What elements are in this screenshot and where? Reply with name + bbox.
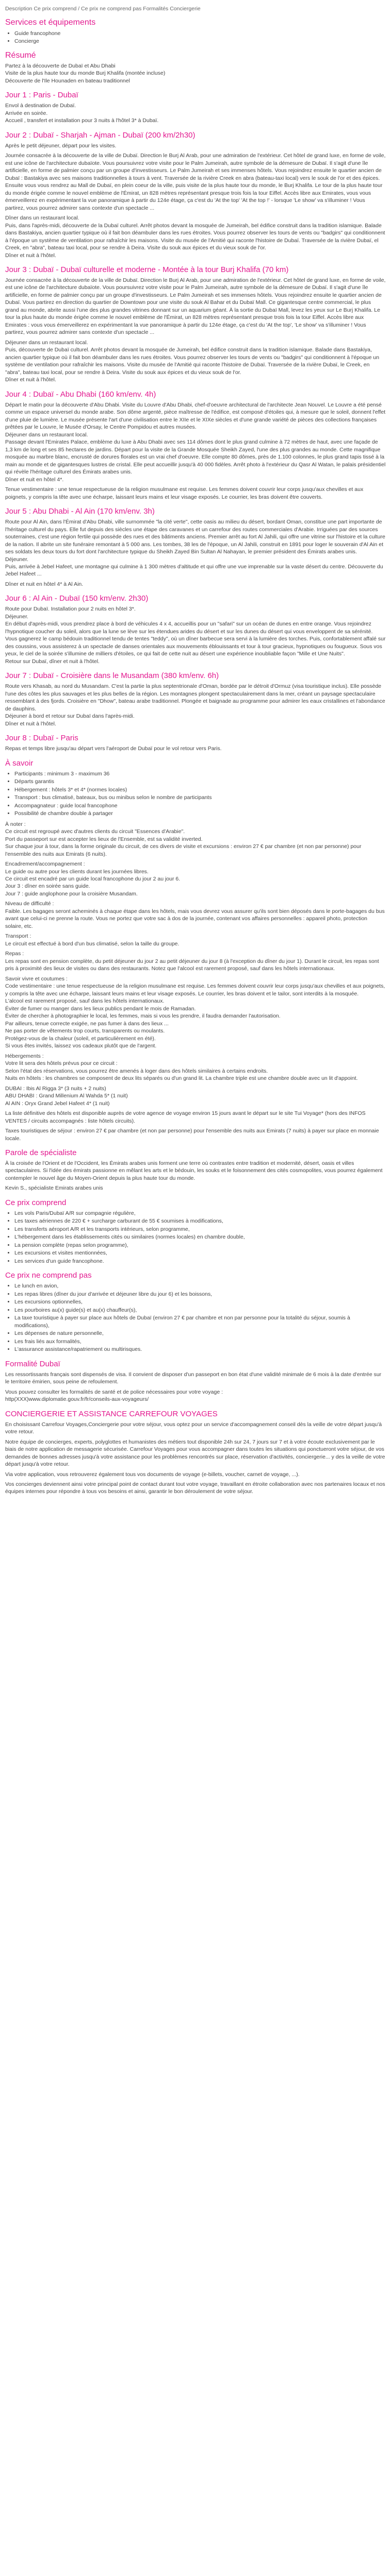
- avoir-paragraph: À noter : Ce circuit est regroupé avec d'autres clients du circuit "Essences d'Arabie". Port du passeport sur est accepter les lieux de l'Ensemble, est sa validité inverted. Sur chaque jour à tour, dans la forme originale du circuit, de ces divers de visite et excursions : environ 27 € par chambre (et non par personne) pour l'ensemble des nuits aux Emirats (6 nuits).: [5, 821, 362, 857]
- resume-line: Partez à la découverte de Dubaï et Abu Dhabi: [5, 62, 116, 69]
- ne-comprend-item: • Les pourboires au(x) guide(s) et au(x) chauffeur(s),: [14, 1307, 386, 1314]
- ne-comprend-item: • La taxe touristique à payer sur place aux hôtels de Dubaï (environ 27 € par chambre et non par personne pour la totalité du séjour, soumis à modifications),: [14, 1314, 386, 1329]
- parole-paragraph: À la croisée de l'Orient et de l'Occident, les Émirats arabes unis forment une terre où contrastes entre tradition et modernité, désert, oasis et villes spectaculaires. Si l'idée des émirats passionne en mêlant les arts et le bédouin, les souks et le foisonnement des cités cosmopolites, vous pourrez également contempler le nouvel âge du Moyen-Orient depuis la plus haute tour du monde.: [5, 1160, 383, 1181]
- avoir-item: • Transport : bus climatisé, bateaux, bus ou minibus selon le nombre de participants: [14, 794, 386, 801]
- day-title: Jour 6 : Al Ain - Dubaï (150 km/env. 2h30): [5, 594, 149, 603]
- comprend-item: • Les excursions et visites mentionnées,: [14, 1249, 386, 1257]
- ne-comprend-item: • Le lunch en avion,: [14, 1282, 386, 1290]
- resume-title: Résumé: [5, 50, 36, 60]
- tabs-description: Description Ce prix comprend / Ce prix ne comprend pas Formalités Conciergerie: [5, 6, 201, 12]
- ne-comprend-item: • Les frais liés aux formalités,: [14, 1338, 386, 1345]
- day-title: Jour 8 : Dubaï - Paris: [5, 734, 78, 743]
- day-title: Jour 1 : Paris - Dubaï: [5, 91, 78, 100]
- formalite-paragraph: Vous pouvez consulter les formalités de santé et de police nécessaires pour votre voyage : http(XXX)www.diplomatie.gouv.fr/fr/conseils-aux-voyageurs/: [5, 1388, 223, 1403]
- ne-comprend-title: Ce prix ne comprend pas: [5, 1271, 92, 1280]
- day-paragraph: Dîner dans un restaurant local. Puis, dans l'après-midi, découverte de la Dubaï culturel. Arrêt photos devant la mosquée de Jumeirah, bel édifice construit dans la tradition islamique. Balade dans Bastakiya, ancien quartier typique où il fait bon déambuler dans les rues étroites. Vous pourrez observer les tours de vents ou "badgirs" qui conditionnent à l'époque un système de ventilation pour rafraîchir les maisons. Visite du musée de l'Amitié qui raconte l'histoire de Dubaï. Traversée de la rivière Dubaï, el Creek, en "abra", bateau taxi local, pour se rendre à Deira. Visite du souk aux épices et du vieux souk de l'or. Dîner et nuit à l'hôtel.: [5, 215, 385, 259]
- conciergerie-title: CONCIERGERIE ET ASSISTANCE CARREFOUR VOYAGES: [5, 1409, 218, 1418]
- day-title: Jour 4 : Dubaï - Abu Dhabi (160 km/env. 4h): [5, 389, 156, 399]
- avoir-list: [14, 770, 386, 818]
- comprend-item: • Les transferts aéroport A/R et les transports intérieurs, selon programme,: [14, 1226, 386, 1233]
- ne-comprend-list: [14, 1282, 386, 1353]
- day-title: Jour 5 : Abu Dhabi - Al Ain (170 km/env. 3h): [5, 507, 155, 516]
- avoir-paragraph: DUBAI : Ibis Al Rigga 3* (3 nuits + 2 nuits) ABU DHABI : Grand Millenium Al Wahda 5* (1 nuit) Al AIN : Oryx Grand Jebel Hafeet 4* (1 nuit): [5, 1085, 128, 1107]
- avoir-item: • Hébergement : hôtels 3* et 4* (normes locales): [14, 786, 386, 793]
- resume-line: Découverte de l'Ile Hounaden en bateau traditionnel: [5, 77, 130, 84]
- service-item: • Concierge: [14, 38, 386, 45]
- avoir-paragraph: Transport : Le circuit est effectué à bord d'un bus climatisé, selon la taille du groupe.: [5, 933, 180, 947]
- avoir-paragraph: Repas : Les repas sont en pension complète, du petit déjeuner du jour 2 au petit déjeuner du jour 8 (à l'exception du dîner du jour 1). Durant le circuit, les repas sont pris à proximité des lieux de visites ou dans des restaurants. Notez que l'alcool est rarement proposé, sauf dans les hôtels internationaux.: [5, 951, 379, 972]
- day-paragraph: Tenue vestimentaire : une tenue respectueuse de la religion musulmane est requise. Les femmes doivent couvrir leur corps jusqu'aux chevilles et aux poignets, y compris la tête avec une écharpe, laissant leurs mains et leur visage exposés. Le courrier, les bras doivent être couverts.: [5, 486, 364, 500]
- ne-comprend-item: • Les repas libres (dîner du jour d'arrivée et déjeuner libre du jour 6) et les boissons,: [14, 1291, 386, 1298]
- avoir-paragraph: Hébergements : Votre lit sera des hôtels prévus pour ce circuit : Selon l'état des réservations, vous pourrez être amenés à loger dans des hôtels similaires à certains endroits. Nuits en hôtels : les chambres se composent de deux lits séparés ou d'un grand lit. La chambre triple est une chambre double avec un lit d'appoint.: [5, 1053, 358, 1082]
- comprend-item: • La pension complète (repas selon programme),: [14, 1242, 386, 1249]
- day-paragraph: Repas et temps libre jusqu'au départ vers l'aéroport de Dubaï pour le vol retour vers Paris.: [5, 745, 222, 752]
- day-paragraph: Envol à destination de Dubaï. Arrivée en soirée. Accueil , transfert et installation pour 3 nuits à l'hôtel 3* à Dubaï.: [5, 103, 159, 124]
- formalite-title: Formalité Dubaï: [5, 1359, 60, 1368]
- parole-paragraph: Kevin S., spécialiste Emirats arabes unis: [5, 1185, 103, 1192]
- comprend-item: • Les vols Paris/Dubaï A/R sur compagnie régulière,: [14, 1210, 386, 1217]
- comprend-item: • L'hébergement dans les établissements cités ou similaires (normes locales) en chambre double,: [14, 1233, 386, 1241]
- day-paragraph: Route pour Dubaï. Installation pour 2 nuits en hôtel 3*. Déjeuner. En début d'après-midi, vous prendrez place à bord de véhicules 4 x 4, accueillis pour un "safari" sur un océan de dunes en entre orange. Vous rejoindrez l'hypnotique coucher du soleil, alors que la lune se lève sur les étendues arides du désert et sur les dunes du désert qui vous enveloppent de sa sérénité. Vous gagnerez le camp bédouin traditionnel tendu de tentes "teddy", où un dîner barbecue sera servi à la lumière des torches. Puis, confortablement affalé sur des coussins, vous assisterez à un spectacle de danses orientales aux mouvements éblouissants et tour à tour gracieux, hypnotiques ou fougueux. Sous vos yeux, le ciel de la soirée s'illumine de milliers d'étoiles, ce qui fait de cette nuit au désert une expérience inoubliable façon "Mille et Une Nuits". Retour sur Dubaï, dîner et nuit à l'hôtel.: [5, 606, 386, 665]
- day-paragraph: Journée consacrée à la découverte de la ville de Dubaï. Direction le Burj Al Arab, pour une admiration de l'extérieur. Cet hôtel de grand luxe, en forme de voile, est une icône de l'architecture dubaïote. Vous poursuivrez votre visite pour le Palm Jumeirah, autre symbole de la démesure de Dubaï. Il s'agit d'une île artificielle, en forme de palmier conçu par un groupe d'investisseurs. Le Palm Jumeirah et ses immenses hôtels. Vous rejoindrez ensuite le quartier ancien de Dubaï. Vous partirez en direction du quartier de Downtown pour une visite du souk Al Bahar et du Dubaï Mall. Ce gigantesque centre commercial, le plus grand au monde, abrite aussi l'une des plus grandes vitrines donnant sur un aquarium géant. À la sortie du Dubaï Mall, levez les yeux sur Le Burj Khalifa. Le tour la plus haute du monde érigée comme le nouvel emblème de l'Émirat, un 828 mètres représentant presque trois fois la tour Eiffel. Accès libre aux Emirates : vous vous émerveillerez en expérimentant la vue panoramique à partir du 124e étage, ça c'est du 'At the top', 'Le show' va s'illuminer ! Vous partirez, vous pourrez admirer sans contexte d'un spectacle ...: [5, 277, 386, 336]
- avoir-item: • Accompagnateur : guide local francophone: [14, 802, 386, 809]
- day-paragraph: Après le petit déjeuner, départ pour les visites.: [5, 142, 117, 149]
- services-title: Services et équipements: [5, 18, 96, 27]
- avoir-paragraph: Savoir vivre et coutumes : Code vestimentaire : une tenue respectueuse de la religion musulmane est requise. Les femmes doivent couvrir leur corps jusqu'aux chevilles et aux poignets, y compris la tête avec une écharpe, laissant leurs mains et leur visage exposés. Le courrier, les bras doivent et le tailor, sont interdits à la mosquée. L'alcool est rarement proposé, sauf dans les hôtels internationaux. Éviter de fumer ou manger dans les lieux publics pendant le mois de Ramadan. Éviter de chercher à photographier le local, les femmes, mais si vous les prendre, il faudra demander l'autorisation. Par ailleurs, tenue correcte exigée, ne pas fumer à dans des lieux ... Ne pas porter de vêtements trop courts, transparents ou moulants. Protégez-vous de la chaleur (soleil, et particulièrement en été). Si vous êtes invités, laissez vos cadeaux plutôt que de l'argent.: [5, 975, 385, 1049]
- day-paragraph: Route vers Khasab, au nord du Musandam. C'est la partie la plus septentrionale d'Oman, bordée par le détroit d'Ormuz (visa touristique inclus). Elle possède l'une des côtes les plus sauvages et les plus belles de la région. Les montagnes plongent spectaculairement dans la mer, créant un paysage spectaculaire ressemblant à des fjords. Croisière en "Dhow", bateau arabe traditionnel. Plongée et baignade au programme pour admirer les eaux cristallines et l'abondance de dauphins. Déjeuner à bord et retour sur Dubaï dans l'après-midi. Dîner et nuit à l'hôtel.: [5, 683, 385, 727]
- formalite-paragraph: Les ressortissants français sont dispensés de visa. Il convient de disposer d'un passeport en bon état d'une validité minimale de 6 mois à la date d'entrée sur le territoire émirien, sous peine de refoulement.: [5, 1371, 382, 1385]
- ne-comprend-item: • Les excursions optionnelles,: [14, 1298, 386, 1306]
- conciergerie-paragraph: En choisissant Carrefour Voyages,Conciergerie pour votre séjour, vous optez pour un service d'accompagnement conseil dès la veille de votre départ jusqu'à votre retour.: [5, 1421, 382, 1435]
- service-list: [14, 30, 386, 45]
- ne-comprend-item: • L'assurance assistance/rapatriement ou multirisques.: [14, 1346, 386, 1353]
- day-paragraph: Journée consacrée à la découverte de la ville de Dubaï. Direction le Burj Al Arab, pour une admiration de l'extérieur. Cet hôtel de grand luxe, en forme de voile, est une icône de l'architecture dubaïote. Vous poursuivrez votre visite pour le Palm Jumeirah, autre symbole de la démesure de Dubaï. Il s'agit d'une île artificielle, en forme de palmier conçu par un groupe d'investisseurs. Le Palm Jumeirah et ses immenses hôtels. Vous rejoindrez ensuite le quartier ancien de Dubaï : Bastakiya avec ses maisons traditionnelles à tours à vent. Traversée de la rivière Creek en abra (bateau-taxi local) vers le souk de l'or et des épices. Ensuite vous vous rendrez au Mall de Dubaï, en plein coeur de la ville, puis visite de la plus haute tour du monde, le Burj Khalifa. Le tour de la plus haute tour du monde érigée comme le nouvel emblème de l'Émirat, un 828 mètres représentant presque trois fois la tour Eiffel. Accès libre aux Emirates, vous vous émerveillerez en expérimentant la vue panoramique à partir du 124e étage, ça c'est du 'At the top' 'At the top !' - lorsque 'Le show' va s'illuminer ! Vous partirez, vous pourrez admirer sans contexte d'un spectacle ...: [5, 152, 386, 211]
- conciergerie-paragraph: Via votre application, vous retrouverez également tous vos documents de voyage (e-billets, voucher, carnet de voyage, ...).: [5, 1471, 300, 1478]
- conciergerie-paragraph: Vos concierges deviennent ainsi votre principal point de contact durant tout votre voyage, travaillant en étroite collaboration avec nos partenaires locaux et nos équipes internes pour répondre à tous vos besoins et ainsi, garantir le bon déroulement de votre séjour.: [5, 1481, 385, 1495]
- avoir-item: • Départs garantis: [14, 778, 386, 785]
- avoir-item: • Possibilité de chambre double à partager: [14, 810, 386, 817]
- ne-comprend-item: • Les dépenses de nature personnelle,: [14, 1330, 386, 1337]
- day-title: Jour 7 : Dubaï - Croisière dans le Musandam (380 km/env. 6h): [5, 671, 219, 681]
- comprend-list: [14, 1210, 386, 1265]
- parole-title: Parole de spécialiste: [5, 1148, 77, 1157]
- day-paragraph: Déjeuner dans un restaurant local. Puis, découverte de Dubaï culturel. Arrêt photos devant la mosquée de Jumeirah, bel édifice construit dans la tradition islamique. Balade dans Bastakiya, ancien quartier typique où il fait bon déambuler dans les rues étroites. Vous pourrez observer les tours de vents ou "badgirs" qui conditionnent à l'époque un système de ventilation pour rafraîchir les maisons. Visite du musée de l'Amitié qui raconte l'histoire de Dubaï. Traversée de la rivière Dubaï, le Creek, en "abra", bateau taxi local, pour se rendre à Deira. Visite du souk aux épices et du vieux souk de l'or. Dîner et nuit à l'hôtel.: [5, 339, 380, 383]
- day-paragraph: Dîner et nuit en hôtel 4* à Al Ain.: [5, 581, 84, 587]
- avoir-paragraph: Taxes touristiques de séjour : environ 27 € par chambre (et non par personne) pour l'ensemble des nuits aux Emirats (7 nuits) à payer sur place en monnaie locale.: [5, 1128, 379, 1142]
- avoir-paragraph: Encadrement/accompagnement : Le guide ou autre pour les clients durant les journées libres. Ce circuit est encadré par un guide local francophone du jour 2 au jour 6. Jour 3 : dîner en soirée sans guide. Jour 7 : guide anglophone pour la croisière Musandam.: [5, 861, 181, 897]
- comprend-title: Ce prix comprend: [5, 1198, 67, 1207]
- resume-line: Visite de la plus haute tour du monde Burj Khalifa (montée incluse): [5, 70, 166, 77]
- day-paragraph: Route pour Al Ain, dans l'Émirat d'Abu Dhabi, ville surnommée "la cité verte", cette oasis au milieu du désert, bordant Oman, constitue une part importante de l'héritage culturel du pays. Elle fut depuis des siècles une étape des caravanes et un carrefour des routes commerciales d'Arabie. Irriguées par des sources souterraines, c'est une région fertile qui possède des rues et des bâtiments anciens. Premier arrêt au fort Al Jahili, qui offre une vitrine sur l'histoire et la culture de la nation. Il abrite un site funéraire remontant à 5 000 ans. Les tombes, 38 les de l'époque, un Al Jahili, construit en 1891 pour loger le souverain d'Al Ain et ses soldats les deux tours du fort dont l'architecture typique du Sheikh Zayed Bin Sultan Al Nahayan, le premier président des Émirats arabes unis. Déjeuner. Puis, arrivée à Jebel Hafeet, une montagne qui culmine à 1 300 mètres d'altitude et qui offre une vue imprenable sur la vaste désert du centre. Découverte du Jebel Hafeet ...: [5, 519, 385, 578]
- service-item: • Guide francophone: [14, 30, 386, 37]
- avoir-title: À savoir: [5, 758, 34, 768]
- day-title: Jour 2 : Dubaï - Sharjah - Ajman - Dubaï (200 km/2h30): [5, 130, 196, 140]
- avoir-item: • Participants : minimum 3 - maximum 36: [14, 770, 386, 777]
- avoir-paragraph: La liste définitive des hôtels est disponible auprès de votre agence de voyage environ 15 jours avant le départ sur le site Tui Voyage* (hors des INFOS VENTES / circuits accompagnés : liste hôtels circuits).: [5, 1110, 366, 1124]
- conciergerie-paragraph: Notre équipe de concierges, experts, polyglottes et humanistes des métiers tout disponible 24h sur 24, 7 jours sur 7 et à votre écoute exclusivement par le biais de notre application de messagerie sécurisée. Carrefour Voyages pour vous accompagner dans toutes les situations qui ponctueront votre séjour, de vos demandes de bonnes adresses jusqu'à votre assistance pour les problèmes rencontrés sur place, réservation d'activités, conciergerie... y des la veille de votre départ jusqu'à votre retour.: [5, 1438, 385, 1468]
- comprend-item: • Les services d'un guide francophone.: [14, 1258, 386, 1265]
- avoir-paragraph: Niveau de difficulté : Faible. Les bagages seront acheminés à chaque étape dans les hôtels, mais vous devrez vous assurer qu'ils sont bien déposés dans le porte-bagages du bus avant que celui-ci ne prenne la route. Vous ne portez que votre sac à dos de la journée, contenant vos affaires personnelles : appareil photo, protection solaire, etc.: [5, 901, 385, 929]
- day-paragraph: Départ le matin pour la découverte d'Abu Dhabi. Visite du Louvre d'Abu Dhabi, chef-d'oeuvre architectural de l'architecte Jean Nouvel. Le Louvre a été pensé comme un espace universel du monde arabe. Son dôme argenté, pièce maîtresse de l'édifice, est composé d'étoiles qui, à mesure que le soleil, donnent l'effet d'une pluie de lumière. Le musée présente l'art d'une civilisation entre le XIIe et le XIXe siècles et d'une grande variété de pièces des collections françaises prêtées par le Louvre, le Musée d'Orsay, le Centre Pompidou et autres musées. Déjeuner dans un restaurant local. Passage devant l'Emirates Palace, emblème du luxe à Abu Dhabi avec ses 114 dômes dont le plus grand culmine à 72 mètres de haut, avec une façade de 1,3 km de long et ses 85 hectares de jardins. Départ pour la visite de la Grande Mosquée Sheikh Zayed, l'une des plus grandes au monde. Cette magnifique mosquée au marbre blanc, encrusté de dorures florales est un vrai chef d'oeuvre. Elle compte 80 dômes, près de 1.100 colonnes, le plus grand tapis tissé à la main au monde et de gigantesques lustres de cristal. Elle peut accueillir jusqu'à 40 000 fidèles. Arrêt photo à l'extérieur du Qasr Al Watan, le palais présidentiel qui révèle l'héritage culturel des Émirats arabes unis. Dîner et nuit en hôtel 4*.: [5, 401, 386, 483]
- comprend-item: • Les taxes aériennes de 220 € + surcharge carburant de 55 € soumises à modifications,: [14, 1217, 386, 1225]
- day-title: Jour 3 : Dubaï - Dubaï culturelle et moderne - Montée à la tour Burj Khalifa (70 km): [5, 265, 289, 274]
